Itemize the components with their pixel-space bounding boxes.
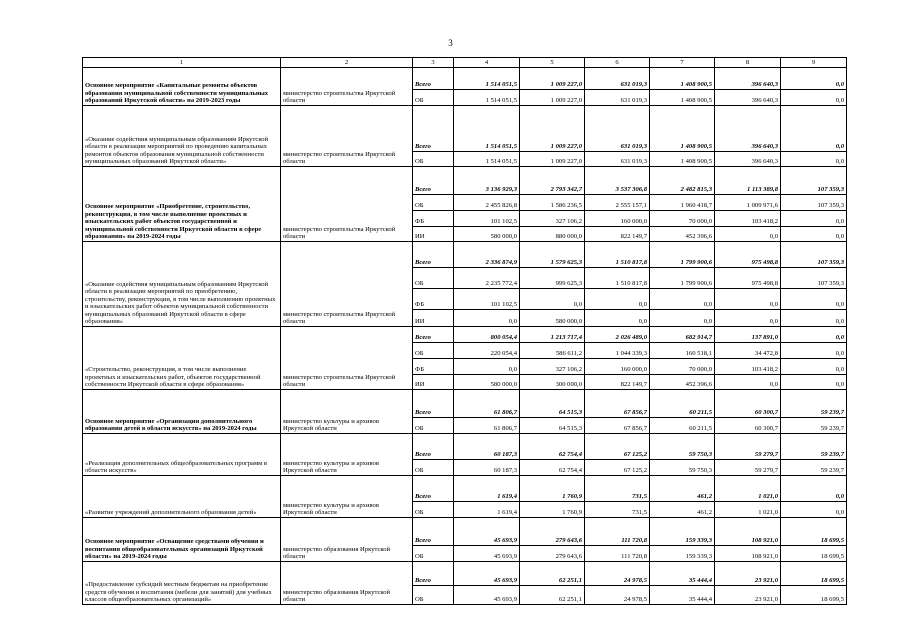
- funding-source: Всего: [413, 327, 454, 343]
- activity-name: «Оказание содействия муниципальным образованиям Иркутской области в реализации мероприятий по проведению капитальных ремонтов объектов образования муниципальной собственности муниципальных образований Иркутской области»: [83, 106, 281, 167]
- amount-cell: 0,0: [781, 502, 847, 518]
- amount-cell: 62 754,4: [520, 460, 585, 476]
- amount-cell: 1 586 236,5: [520, 195, 585, 211]
- amount-cell: 0,0: [781, 227, 847, 242]
- column-header: 7: [650, 58, 715, 68]
- executor: министерство строительства Иркутской области: [281, 106, 413, 167]
- funding-source: Всего: [413, 476, 454, 502]
- funding-source: ИИ: [413, 227, 454, 242]
- amount-cell: 108 921,0: [715, 546, 781, 562]
- amount-cell: 327 106,2: [520, 359, 585, 375]
- amount-cell: 62 251,1: [520, 586, 585, 605]
- amount-cell: 580 000,0: [454, 227, 520, 242]
- amount-cell: 327 106,2: [520, 211, 585, 227]
- amount-cell: 1 408 900,5: [650, 152, 715, 167]
- amount-cell: 62 754,4: [520, 434, 585, 460]
- amount-cell: 1 799 900,6: [650, 242, 715, 268]
- amount-cell: 1 510 817,8: [585, 268, 650, 289]
- executor: министерство строительства Иркутской области: [281, 167, 413, 242]
- amount-cell: 1 514 051,5: [454, 68, 520, 90]
- amount-cell: 137 891,0: [715, 327, 781, 343]
- amount-cell: 461,2: [650, 476, 715, 502]
- amount-cell: 1 579 625,3: [520, 242, 585, 268]
- funding-source: ИИ: [413, 375, 454, 390]
- amount-cell: 0,0: [585, 310, 650, 327]
- funding-source: ОБ: [413, 268, 454, 289]
- amount-cell: 800 054,4: [454, 327, 520, 343]
- amount-cell: 0,0: [781, 90, 847, 106]
- amount-cell: 1 514 051,5: [454, 90, 520, 106]
- table-row: [83, 242, 847, 268]
- amount-cell: 1 213 717,4: [520, 327, 585, 343]
- table-row: [83, 518, 847, 546]
- amount-cell: 2 455 826,8: [454, 195, 520, 211]
- funding-source: ОБ: [413, 90, 454, 106]
- amount-cell: 0,0: [520, 289, 585, 310]
- amount-cell: 586 611,2: [520, 343, 585, 359]
- amount-cell: 0,0: [715, 375, 781, 390]
- table-row: [83, 167, 847, 195]
- activity-name: «Предоставление субсидий местным бюджетам на приобретение средств обучения и воспитания (мебели для занятий) для учебных классов общеобразовательных организаций»: [83, 562, 281, 605]
- executor: министерство культуры и архивов Иркутской области: [281, 434, 413, 476]
- amount-cell: 70 000,0: [650, 359, 715, 375]
- amount-cell: 1 408 900,5: [650, 90, 715, 106]
- amount-cell: 0,0: [781, 343, 847, 359]
- amount-cell: 2 336 874,9: [454, 242, 520, 268]
- funding-source: ОБ: [413, 343, 454, 359]
- amount-cell: 0,0: [715, 310, 781, 327]
- amount-cell: 67 856,7: [585, 390, 650, 418]
- amount-cell: 631 019,3: [585, 152, 650, 167]
- funding-source: Всего: [413, 562, 454, 586]
- budget-table: [82, 57, 847, 605]
- amount-cell: 731,5: [585, 502, 650, 518]
- amount-cell: 35 444,4: [650, 562, 715, 586]
- activity-name: Основное мероприятие «Капитальные ремонты объектов образования муниципальной собственности муниципальных образований Иркутской области» на 2019-2023 годы: [83, 68, 281, 106]
- amount-cell: 975 498,8: [715, 268, 781, 289]
- amount-cell: 59 239,7: [781, 460, 847, 476]
- amount-cell: 1 009 227,0: [520, 106, 585, 152]
- amount-cell: 631 019,3: [585, 68, 650, 90]
- amount-cell: 1 510 817,8: [585, 242, 650, 268]
- amount-cell: 0,0: [781, 106, 847, 152]
- amount-cell: 59 279,7: [715, 460, 781, 476]
- amount-cell: 45 693,9: [454, 586, 520, 605]
- executor: министерство образования Иркутской области: [281, 562, 413, 605]
- amount-cell: 1 044 339,3: [585, 343, 650, 359]
- table-row: [83, 562, 847, 586]
- amount-cell: 60 300,7: [715, 390, 781, 418]
- amount-cell: 101 102,5: [454, 211, 520, 227]
- amount-cell: 0,0: [781, 327, 847, 343]
- amount-cell: 103 418,2: [715, 359, 781, 375]
- amount-cell: 59 279,7: [715, 434, 781, 460]
- amount-cell: 59 239,7: [781, 418, 847, 434]
- amount-cell: 1 408 900,5: [650, 106, 715, 152]
- table-row: [83, 476, 847, 502]
- amount-cell: 1 799 900,6: [650, 268, 715, 289]
- amount-cell: 880 000,0: [520, 227, 585, 242]
- funding-source: Всего: [413, 167, 454, 195]
- amount-cell: 60 187,3: [454, 434, 520, 460]
- amount-cell: 45 693,9: [454, 562, 520, 586]
- amount-cell: 107 359,3: [781, 167, 847, 195]
- column-header: 1: [83, 58, 281, 68]
- amount-cell: 461,2: [650, 502, 715, 518]
- amount-cell: 975 498,8: [715, 242, 781, 268]
- amount-cell: 160 000,0: [585, 359, 650, 375]
- amount-cell: 396 640,3: [715, 68, 781, 90]
- amount-cell: 59 750,3: [650, 434, 715, 460]
- amount-cell: 0,0: [781, 476, 847, 502]
- funding-source: ИИ: [413, 310, 454, 327]
- funding-source: ОБ: [413, 152, 454, 167]
- amount-cell: 18 699,5: [781, 546, 847, 562]
- amount-cell: 0,0: [781, 152, 847, 167]
- funding-source: ФБ: [413, 211, 454, 227]
- amount-cell: 731,5: [585, 476, 650, 502]
- amount-cell: 2 555 157,1: [585, 195, 650, 211]
- amount-cell: 396 640,3: [715, 90, 781, 106]
- amount-cell: 111 720,8: [585, 546, 650, 562]
- amount-cell: 62 251,1: [520, 562, 585, 586]
- column-header: 5: [520, 58, 585, 68]
- funding-source: ОБ: [413, 502, 454, 518]
- page-number: 3: [448, 38, 453, 48]
- amount-cell: 300 000,0: [520, 375, 585, 390]
- executor: министерство строительства Иркутской области: [281, 327, 413, 390]
- amount-cell: 396 640,3: [715, 106, 781, 152]
- amount-cell: 18 699,5: [781, 518, 847, 546]
- amount-cell: 59 750,3: [650, 460, 715, 476]
- amount-cell: 999 625,3: [520, 268, 585, 289]
- amount-cell: 0,0: [781, 375, 847, 390]
- funding-source: ФБ: [413, 289, 454, 310]
- table-row: [83, 327, 847, 343]
- amount-cell: 1 514 051,5: [454, 106, 520, 152]
- amount-cell: 580 000,0: [520, 310, 585, 327]
- executor: министерство культуры и архивов Иркутской области: [281, 476, 413, 518]
- amount-cell: 1 514 051,5: [454, 152, 520, 167]
- funding-source: Всего: [413, 68, 454, 90]
- amount-cell: 279 643,6: [520, 546, 585, 562]
- amount-cell: 0,0: [781, 289, 847, 310]
- amount-cell: 1 009 227,0: [520, 68, 585, 90]
- amount-cell: 45 693,9: [454, 518, 520, 546]
- amount-cell: 24 978,5: [585, 562, 650, 586]
- funding-source: Всего: [413, 242, 454, 268]
- amount-cell: 0,0: [715, 289, 781, 310]
- amount-cell: 107 359,3: [781, 268, 847, 289]
- amount-cell: 64 515,3: [520, 418, 585, 434]
- column-number-row: [83, 58, 847, 68]
- amount-cell: 35 444,4: [650, 586, 715, 605]
- amount-cell: 0,0: [585, 289, 650, 310]
- amount-cell: 2 026 489,0: [585, 327, 650, 343]
- table-row: [83, 434, 847, 460]
- amount-cell: 396 640,3: [715, 152, 781, 167]
- funding-source: Всего: [413, 434, 454, 460]
- amount-cell: 580 000,0: [454, 375, 520, 390]
- column-header: 3: [413, 58, 454, 68]
- funding-source: ОБ: [413, 460, 454, 476]
- amount-cell: 2 482 815,3: [650, 167, 715, 195]
- activity-name: «Строительство, реконструкция, в том числе выполнение проектных и изыскательских работ, объектов государственной собственности Иркутской области в сфере образования»: [83, 327, 281, 390]
- amount-cell: 107 359,3: [781, 195, 847, 211]
- amount-cell: 0,0: [781, 310, 847, 327]
- amount-cell: 61 806,7: [454, 418, 520, 434]
- amount-cell: 2 235 772,4: [454, 268, 520, 289]
- funding-source: Всего: [413, 106, 454, 152]
- funding-source: ОБ: [413, 546, 454, 562]
- amount-cell: 0,0: [781, 68, 847, 90]
- amount-cell: 64 515,3: [520, 390, 585, 418]
- amount-cell: 159 339,3: [650, 518, 715, 546]
- activity-name: «Реализация дополнительных общеобразовательных программ в области искусств»: [83, 434, 281, 476]
- executor: министерство строительства Иркутской области: [281, 68, 413, 106]
- funding-source: ФБ: [413, 359, 454, 375]
- amount-cell: 631 019,3: [585, 106, 650, 152]
- funding-source: ОБ: [413, 195, 454, 211]
- amount-cell: 159 339,3: [650, 546, 715, 562]
- amount-cell: 61 806,7: [454, 390, 520, 418]
- table-body: [83, 68, 847, 605]
- amount-cell: 108 921,0: [715, 518, 781, 546]
- amount-cell: 45 693,9: [454, 546, 520, 562]
- amount-cell: 160 000,0: [585, 211, 650, 227]
- amount-cell: 34 472,8: [715, 343, 781, 359]
- amount-cell: 1 760,9: [520, 502, 585, 518]
- amount-cell: 60 300,7: [715, 418, 781, 434]
- amount-cell: 1 619,4: [454, 476, 520, 502]
- table-row: [83, 106, 847, 152]
- amount-cell: 24 978,5: [585, 586, 650, 605]
- column-header: 2: [281, 58, 413, 68]
- amount-cell: 60 211,5: [650, 390, 715, 418]
- amount-cell: 101 102,5: [454, 289, 520, 310]
- amount-cell: 822 149,7: [585, 227, 650, 242]
- executor: министерство строительства Иркутской области: [281, 242, 413, 327]
- funding-source: ОБ: [413, 418, 454, 434]
- amount-cell: 67 125,2: [585, 460, 650, 476]
- activity-name: Основное мероприятие «Приобретение, строительство, реконструкция, в том числе выполнение проектных и изыскательских работ объектов государственной и муниципальной собственности Иркутской области в сфере образования» на 2019-2024 годы: [83, 167, 281, 242]
- activity-name: Основное мероприятие «Организация дополнительного образования детей в области искусств» на 2019-2024 годы: [83, 390, 281, 434]
- amount-cell: 18 699,5: [781, 562, 847, 586]
- amount-cell: 0,0: [781, 359, 847, 375]
- column-header: 9: [781, 58, 847, 68]
- amount-cell: 452 396,6: [650, 375, 715, 390]
- amount-cell: 0,0: [454, 359, 520, 375]
- amount-cell: 67 856,7: [585, 418, 650, 434]
- amount-cell: 0,0: [650, 310, 715, 327]
- amount-cell: 18 699,5: [781, 586, 847, 605]
- amount-cell: 1 619,4: [454, 502, 520, 518]
- activity-name: Основное мероприятие «Оснащение средствами обучения и воспитания общеобразовательных организаций Иркутской области» на 2019-2024 годы: [83, 518, 281, 562]
- amount-cell: 107 359,3: [781, 242, 847, 268]
- amount-cell: 3 136 929,3: [454, 167, 520, 195]
- amount-cell: 67 125,2: [585, 434, 650, 460]
- amount-cell: 452 396,6: [650, 227, 715, 242]
- column-header: 8: [715, 58, 781, 68]
- amount-cell: 2 793 342,7: [520, 167, 585, 195]
- amount-cell: 1 021,0: [715, 502, 781, 518]
- executor: министерство культуры и архивов Иркутской области: [281, 390, 413, 434]
- funding-source: Всего: [413, 390, 454, 418]
- amount-cell: 59 239,7: [781, 434, 847, 460]
- amount-cell: 822 149,7: [585, 375, 650, 390]
- amount-cell: 220 054,4: [454, 343, 520, 359]
- amount-cell: 103 418,2: [715, 211, 781, 227]
- table-row: [83, 390, 847, 418]
- table-row: [83, 68, 847, 90]
- activity-name: «Развитие учреждений дополнительного образования детей»: [83, 476, 281, 518]
- amount-cell: 70 000,0: [650, 211, 715, 227]
- amount-cell: 59 239,7: [781, 390, 847, 418]
- executor: министерство образования Иркутской области: [281, 518, 413, 562]
- amount-cell: 3 537 306,8: [585, 167, 650, 195]
- activity-name: «Оказание содействия муниципальным образованиям Иркутской области в реализации мероприятий по приобретению, строительству, реконструкции, в том числе выполнению проектных и изыскательских работ объектов муниципальной собственности муниципальных образований Иркутской области в сфере образования»: [83, 242, 281, 327]
- amount-cell: 279 643,6: [520, 518, 585, 546]
- amount-cell: 1 009 227,0: [520, 152, 585, 167]
- funding-source: ОБ: [413, 586, 454, 605]
- amount-cell: 1 021,0: [715, 476, 781, 502]
- amount-cell: 631 019,3: [585, 90, 650, 106]
- amount-cell: 1 760,9: [520, 476, 585, 502]
- amount-cell: 0,0: [650, 289, 715, 310]
- amount-cell: 60 187,3: [454, 460, 520, 476]
- amount-cell: 1 960 418,7: [650, 195, 715, 211]
- funding-source: Всего: [413, 518, 454, 546]
- amount-cell: 160 518,1: [650, 343, 715, 359]
- amount-cell: 0,0: [715, 227, 781, 242]
- column-header: 4: [454, 58, 520, 68]
- amount-cell: 682 914,7: [650, 327, 715, 343]
- amount-cell: 60 211,5: [650, 418, 715, 434]
- amount-cell: 111 720,8: [585, 518, 650, 546]
- amount-cell: 1 408 900,5: [650, 68, 715, 90]
- amount-cell: 0,0: [454, 310, 520, 327]
- amount-cell: 1 009 971,6: [715, 195, 781, 211]
- amount-cell: 0,0: [781, 211, 847, 227]
- amount-cell: 1 113 389,8: [715, 167, 781, 195]
- amount-cell: 23 921,0: [715, 562, 781, 586]
- amount-cell: 1 009 227,0: [520, 90, 585, 106]
- amount-cell: 23 921,0: [715, 586, 781, 605]
- column-header: 6: [585, 58, 650, 68]
